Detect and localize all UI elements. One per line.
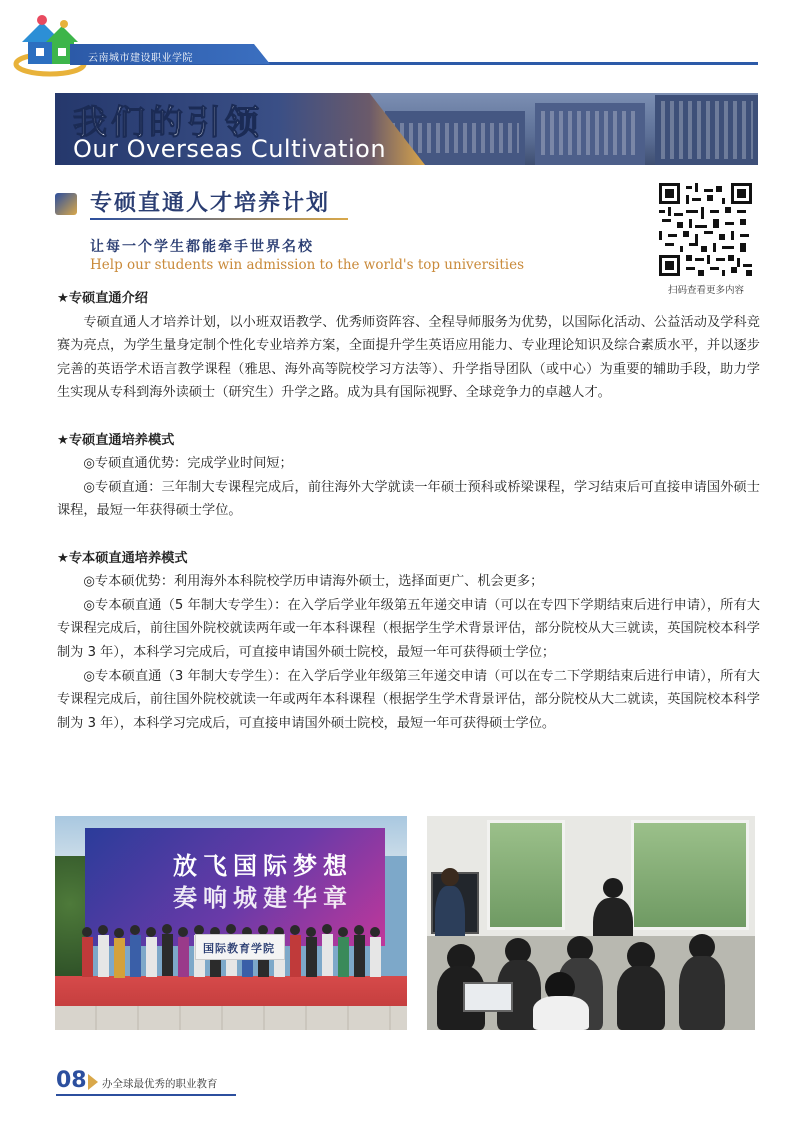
classroom-photo [427,816,755,1030]
qr-caption: 扫码查看更多内容 [667,285,744,296]
mode-advantage: ◎专硕直通优势：完成学业时间短； [83,456,293,472]
event-slogan-line2: 奏响城建华章 [173,884,353,912]
qr-code[interactable] [659,183,752,276]
page-number: 08 [56,1068,87,1093]
intro-heading: ★专硕直通介绍 [57,291,148,306]
banner-title-en: Our Overseas Cultivation [73,135,387,163]
banner-title-cn: 我们的引领 [73,103,263,143]
section-banner [55,93,758,165]
bm-three-year: ◎专本硕直通（3 年制大专学生）：在入学后学业年级第三年递交申请（可以在专二下学期结束后进行申请），所有大专课程完成后，前往国外院校就读一年或两年本科课程（根据学生学术背景评估，部分院校从大二就读，英国院校本科学制为 3 年），本科学习完成后，可直接申请国外硕士院校，最短一年可获得硕士学位。 [57,668,760,731]
section-marker-icon [55,193,77,215]
main-content [57,287,760,735]
mode-heading: ★专硕直通培养模式 [57,432,175,448]
footer-slogan: 办全球最优秀的职业教育 [102,1078,218,1090]
event-slogan-line1: 放飞国际梦想 [173,852,353,880]
bm-five-year: ◎专本硕直通（5 年制大专学生）：在入学后学业年级第五年递交申请（可以在专四下学期结束后进行申请），所有大专课程完成后，前往国外院校就读两年或一年本科课程（根据学生学术背景评估，部分院校从大三就读，英国院校本科学制为 3 年），本科学习完成后，可直接申请国外硕士院校，最短一年可获得硕士学位； [57,597,760,660]
bm-heading: ★专本硕直通培养模式 [57,550,188,566]
school-name: 云南城市建设职业学院 [88,53,193,64]
slogan-en: Help our students win admission to the world's top universities [90,257,524,273]
mode-description: ◎专硕直通：三年制大专课程完成后，前往海外大学就读一年硕士预科或桥梁课程，学习结束后可直接申请国外硕士课程，最短一年获得硕士学位。 [57,479,760,519]
slogan-cn: 让每一个学生都能牵手世界名校 [90,239,314,255]
section-title: 专硕直通人才培养计划 [90,191,331,216]
intro-paragraph: 专硕直通人才培养计划，以小班双语教学、优秀师资阵容、全程导师服务为优势，以国际化活动、公益活动及学科竞赛为亮点，为学生量身定制个性化专业培养方案，全面提升学生英语应用能力、专业理论知识及综合素质水平，并以逐步完善的英语学术语言教学课程（雅思、海外高等院校学习方法等）、升学指导团队（或中心）为重要的辅助手段，助力学生实现从专科到海外读硕士（研究生）升学之路。成为具有国际视野、全球竞争力的卓越人才。 [57,314,760,401]
bm-advantage: ◎专本硕优势：利用海外本科院校学历申请海外硕士，选择面更广、机会更多； [83,574,544,590]
footer-divider [56,1094,236,1096]
college-banner-text: 国际教育学院 [203,942,275,955]
section-title-underline [90,218,348,220]
event-group-photo [55,816,407,1030]
footer-triangle-icon [88,1074,98,1090]
